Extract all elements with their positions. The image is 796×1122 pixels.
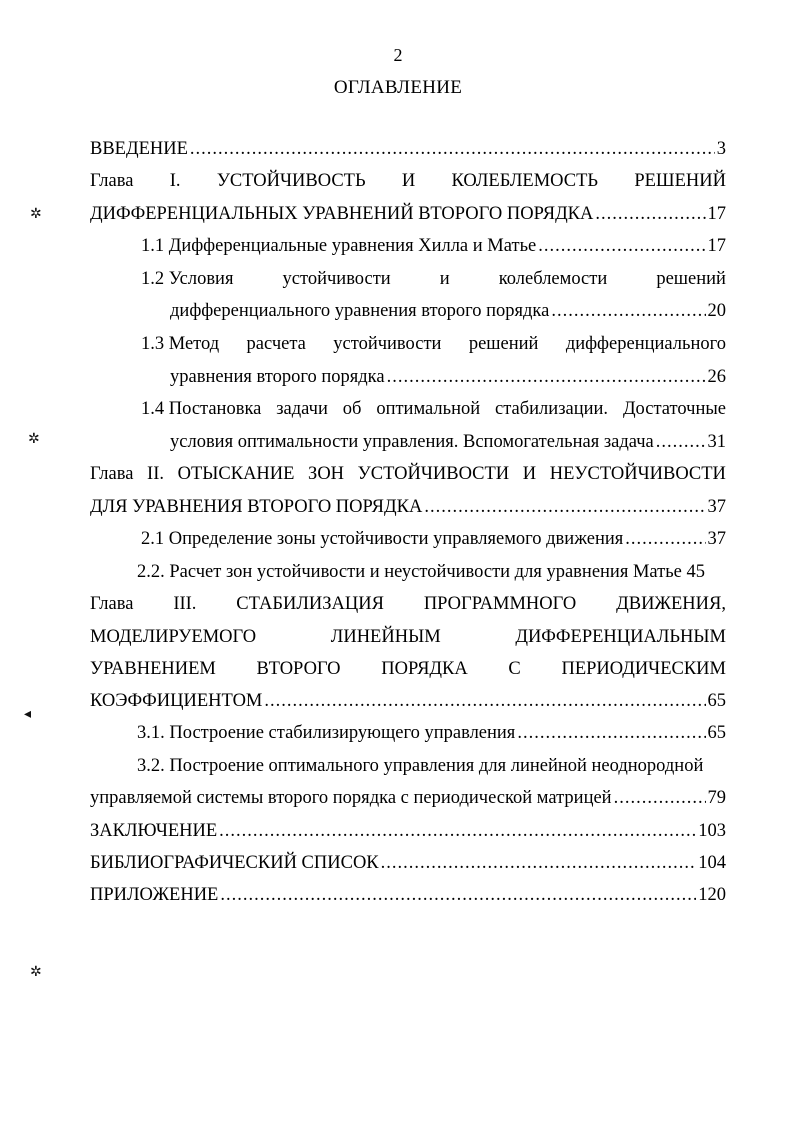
toc-word: III. (173, 594, 197, 614)
toc-word: ЛИНЕЙНЫМ (330, 627, 441, 647)
toc-entry-text: КОЭФФИЦИЕНТОМ (90, 691, 263, 711)
toc-leader (595, 201, 705, 227)
toc-word: колеблемости (498, 269, 608, 289)
toc-leader (517, 720, 705, 746)
toc-word: Глава (90, 594, 134, 614)
toc-word: 1.4 Постановка (141, 399, 262, 419)
toc-page-number: 65 (707, 691, 726, 711)
toc-word: устойчивости (282, 269, 391, 289)
toc-section-1-2-line-2 (170, 298, 726, 324)
toc-word: НЕУСТОЙЧИВОСТИ (549, 464, 726, 484)
toc-section-2-1 (141, 526, 726, 552)
toc-leader (381, 850, 697, 876)
toc-entry-text: БИБЛИОГРАФИЧЕСКИЙ СПИСОК (90, 853, 379, 873)
toc-entry-text: ДИФФЕРЕНЦИАЛЬНЫХ УРАВНЕНИЙ ВТОРОГО ПОРЯДКА (90, 204, 594, 224)
scan-speck-icon: ✲ (30, 964, 42, 980)
toc-section-1-1 (141, 233, 726, 259)
toc-entry-text: 3.2. Построение оптимального управления для линейной неоднородной (137, 756, 704, 776)
page-number: 2 (393, 45, 403, 65)
toc-section-1-4-line-1 (141, 396, 726, 422)
toc-word: УСТОЙЧИВОСТЬ (216, 171, 366, 191)
toc-entry-text: ДЛЯ УРАВНЕНИЯ ВТОРОГО ПОРЯДКА (90, 497, 423, 517)
toc-leader (190, 136, 715, 162)
toc-word: ВТОРОГО (256, 659, 341, 679)
toc-chapter-3-line-3 (90, 656, 726, 682)
toc-word: устойчивости (333, 334, 442, 354)
toc-word: 1.2 Условия (141, 269, 234, 289)
toc-entry-text: условия оптимальности управления. Вспомогательная задача (170, 432, 654, 452)
toc-chapter-2-line-1 (90, 461, 726, 487)
toc-word: дифференциального (565, 334, 726, 354)
toc-section-1-3-line-1 (141, 331, 726, 357)
toc-section-3-1 (137, 720, 726, 746)
toc-word: задачи (276, 399, 328, 419)
toc-chapter-3-line-2 (90, 624, 726, 650)
toc-word: стабилизации. (495, 399, 609, 419)
toc-word: 1.3 Метод (141, 334, 220, 354)
toc-word: Глава (90, 171, 134, 191)
toc-word: ПРОГРАММНОГО (423, 594, 577, 614)
toc-page-number: 17 (707, 204, 726, 224)
scan-speck-icon: ✲ (30, 206, 42, 222)
toc-page-number: 103 (698, 821, 726, 841)
scan-speck-icon: ✲ (28, 431, 40, 447)
toc-word: ПОРЯДКА (381, 659, 468, 679)
toc-word: Глава (90, 464, 134, 484)
toc-word: и (439, 269, 450, 289)
toc-word: об (342, 399, 362, 419)
toc-word: решений (656, 269, 726, 289)
toc-word: II. (147, 464, 164, 484)
toc-entry-text: 3.1. Построение стабилизирующего управления (137, 723, 516, 743)
scan-speck-icon: ◂ (24, 706, 32, 722)
toc-page-number: 65 (707, 723, 726, 743)
page-title: ОГЛАВЛЕНИЕ (333, 77, 463, 98)
toc-page-number: 79 (707, 788, 726, 808)
toc-chapter-1-line-2 (90, 201, 726, 227)
toc-entry-text: 1.1 Дифференциальные уравнения Хилла и Матье (141, 236, 537, 256)
toc-word: ДИФФЕРЕНЦИАЛЬНЫМ (515, 627, 726, 647)
toc-word: решений (468, 334, 539, 354)
toc-word: РЕШЕНИЙ (634, 171, 726, 191)
toc-entry-text: управляемой системы второго порядка с периодической матрицей (90, 788, 612, 808)
toc-word: УРАВНЕНИЕМ (90, 659, 216, 679)
toc-entry-bibliography (90, 850, 726, 876)
toc-word: С (508, 659, 521, 679)
toc-leader (264, 688, 705, 714)
toc-chapter-1-line-1 (90, 168, 726, 194)
toc-word: МОДЕЛИРУЕМОГО (90, 627, 257, 647)
toc-leader (538, 233, 705, 259)
toc-section-3-2-line-1 (137, 753, 703, 779)
toc-entry-text: уравнения второго порядка (170, 367, 385, 387)
toc-section-3-2-line-2 (90, 785, 726, 811)
toc-entry-conclusion (90, 818, 726, 844)
toc-entry-text: ПРИЛОЖЕНИЕ (90, 885, 219, 905)
toc-word: Достаточные (622, 399, 726, 419)
toc-leader (656, 429, 706, 455)
toc-word: ЗОН (308, 464, 345, 484)
toc-word: ПЕРИОДИЧЕСКИМ (561, 659, 726, 679)
toc-word: КОЛЕБЛЕМОСТЬ (451, 171, 599, 191)
toc-entry-text: 2.1 Определение зоны устойчивости управляемого движения (141, 529, 624, 549)
toc-word: СТАБИЛИЗАЦИЯ (236, 594, 384, 614)
toc-word: ДВИЖЕНИЯ, (616, 594, 726, 614)
toc-chapter-2-line-2 (90, 494, 726, 520)
toc-word: И (401, 171, 416, 191)
toc-word: ОТЫСКАНИЕ (177, 464, 295, 484)
toc-leader (614, 785, 706, 811)
toc-section-1-4-line-2 (170, 429, 726, 455)
toc-page-number: 37 (707, 497, 726, 517)
toc-leader (551, 298, 705, 324)
toc-leader (387, 364, 706, 390)
toc-section-1-2-line-1 (141, 266, 726, 292)
toc-page-number: 20 (707, 301, 726, 321)
toc-word: УСТОЙЧИВОСТИ (357, 464, 510, 484)
toc-leader (219, 818, 696, 844)
toc-word: И (522, 464, 537, 484)
toc-page-number: 3 (716, 139, 726, 159)
toc-page-number: 37 (707, 529, 726, 549)
toc-page-number: 17 (707, 236, 726, 256)
toc-entry-text: дифференциального уравнения второго порядка (170, 301, 550, 321)
toc-entry-appendix (90, 882, 726, 908)
toc-chapter-3-line-1 (90, 591, 726, 617)
toc-page-number: 26 (707, 367, 726, 387)
toc-leader (220, 882, 696, 908)
toc-word: расчета (246, 334, 306, 354)
toc-entry-text: ЗАКЛЮЧЕНИЕ (90, 821, 218, 841)
toc-page-number: 120 (698, 885, 726, 905)
toc-word: I. (169, 171, 181, 191)
toc-page-number: 31 (707, 432, 726, 452)
toc-leader (625, 526, 705, 552)
toc-entry-intro (90, 136, 726, 162)
toc-section-1-3-line-2 (170, 364, 726, 390)
toc-entry-text: ВВЕДЕНИЕ (90, 139, 188, 159)
toc-page-number: 104 (698, 853, 726, 873)
toc-leader (424, 494, 705, 520)
toc-section-2-2 (137, 559, 705, 585)
toc-chapter-3-line-4 (90, 688, 726, 714)
toc-word: оптимальной (376, 399, 481, 419)
toc-entry-text: 2.2. Расчет зон устойчивости и неустойчивости для уравнения Матье 45 (137, 562, 705, 582)
